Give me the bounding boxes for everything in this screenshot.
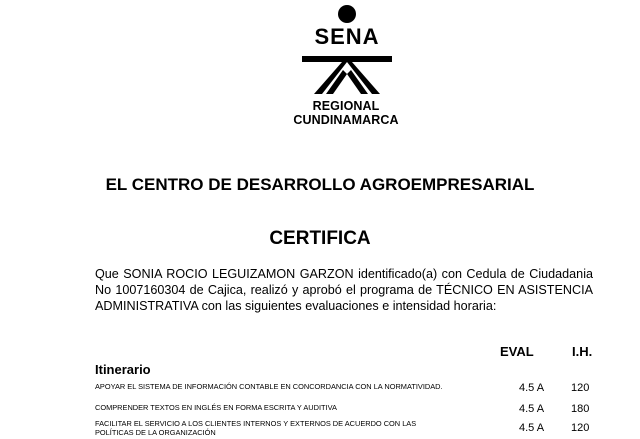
- table-row: [95, 382, 595, 402]
- region-label: REGIONAL CUNDINAMARCA: [293, 99, 399, 127]
- row-hours: 180: [571, 403, 590, 415]
- row-hours: 120: [571, 382, 590, 394]
- certificate-heading: CERTIFICA: [269, 228, 371, 249]
- column-eval-header: EVAL: [500, 344, 534, 359]
- row-eval: 4.5 A: [519, 422, 545, 434]
- row-subject: APOYAR EL SISTEMA DE INFORMACIÓN CONTABLE EN CONCORDANCIA CON LA NORMATIVIDAD.: [95, 382, 443, 391]
- logo-wordmark: SENA: [314, 24, 380, 49]
- table-row: [95, 419, 595, 439]
- row-eval: 4.5 A: [519, 403, 545, 415]
- row-subject: COMPRENDER TEXTOS EN INGLÉS EN FORMA ESCRITA Y AUDITIVA: [95, 403, 337, 412]
- row-eval: 4.5 A: [519, 382, 545, 394]
- sena-emblem-icon: [292, 2, 402, 98]
- section-itinerary-label: Itinerario: [95, 362, 151, 377]
- sena-logo: [292, 2, 402, 98]
- column-ih-header: I.H.: [572, 344, 593, 359]
- row-hours: 120: [571, 422, 590, 434]
- center-name: EL CENTRO DE DESARROLLO AGROEMPRESARIAL: [105, 175, 535, 194]
- row-subject: FACILITAR EL SERVICIO A LOS CLIENTES INTERNOS Y EXTERNOS DE ACUERDO CON LAS POLÍTICAS DE LA ORGANIZACIÓN: [95, 419, 417, 437]
- certificate-statement: Que SONIA ROCIO LEGUIZAMON GARZON identificado(a) con Cedula de Ciudadania No 1007160304 de Cajica, realizó y aprobó el programa de TÉCNICO EN ASISTENCIA ADMINISTRATIVA con las siguientes evaluaciones e intensidad horaria:: [95, 267, 593, 313]
